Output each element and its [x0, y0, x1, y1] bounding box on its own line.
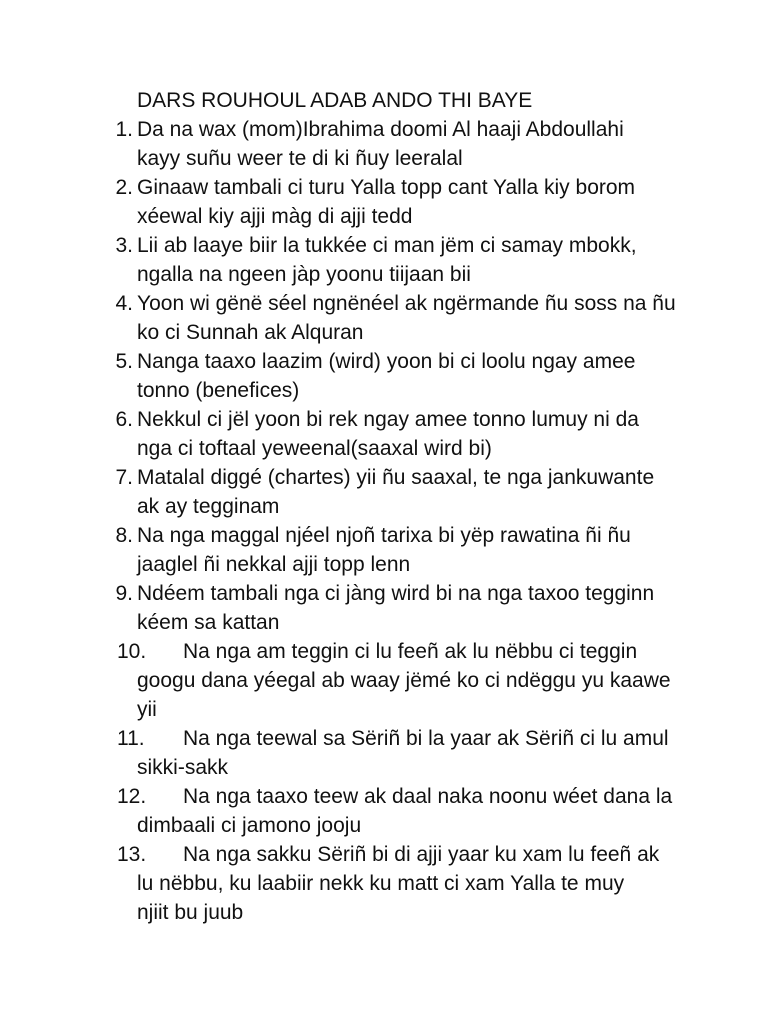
item-line: xéewal kiy ajji màg di ajji tedd — [137, 205, 413, 228]
item-line: dimbaali ci jamono jooju — [137, 814, 362, 837]
item-number: 5. — [115, 350, 133, 373]
item-line: Nekkul ci jël yoon bi rek ngay amee tonno lumuy ni da — [137, 408, 639, 431]
item-number: 9. — [115, 582, 133, 605]
item-line: Na nga teewal sa Sëriñ bi la yaar ak Sëriñ ci lu amul — [183, 727, 669, 750]
list-item — [0, 405, 768, 463]
list-item — [0, 521, 768, 579]
numbered-list — [0, 115, 768, 927]
item-line: kayy suñu weer te di ki ñuy leeralal — [137, 147, 463, 170]
list-item — [0, 637, 768, 724]
item-text — [137, 840, 682, 927]
item-line: tonno (benefices) — [137, 379, 300, 402]
list-item — [0, 231, 768, 289]
item-text — [137, 579, 682, 637]
list-item — [0, 347, 768, 405]
item-text — [137, 173, 682, 231]
item-line: Nanga taaxo laazim (wird) yoon bi ci loolu ngay amee — [137, 350, 636, 373]
item-text — [137, 405, 682, 463]
item-line: Ndéem tambali nga ci jàng wird bi na nga taxoo tegginn — [137, 582, 655, 605]
item-line: jaaglel ñi nekkal ajji topp lenn — [137, 553, 411, 576]
item-number: 7. — [115, 466, 133, 489]
item-line: njiit bu juub — [137, 901, 244, 924]
item-number: 10. — [117, 640, 147, 663]
item-number: 11. — [117, 727, 145, 750]
item-line: sikki-sakk — [137, 756, 229, 779]
item-line: Na nga am teggin ci lu feeñ ak lu nëbbu ci teggin — [183, 640, 638, 663]
item-line: kéem sa kattan — [137, 611, 280, 634]
list-item — [0, 115, 768, 173]
list-item — [0, 463, 768, 521]
item-text — [137, 115, 682, 173]
list-item — [0, 724, 768, 782]
item-text — [137, 521, 682, 579]
item-text — [137, 289, 682, 347]
item-line: yii — [137, 698, 157, 721]
item-line: ak ay tegginam — [137, 495, 280, 518]
item-number: 2. — [115, 176, 133, 199]
item-line: Yoon wi gënë séel ngnënéel ak ngërmande ñu soss na ñu — [137, 292, 676, 315]
item-number: 8. — [115, 524, 133, 547]
item-line: ko ci Sunnah ak Alquran — [137, 321, 364, 344]
list-item — [0, 289, 768, 347]
list-item — [0, 782, 768, 840]
item-line: Ginaaw tambali ci turu Yalla topp cant Yalla kiy borom — [137, 176, 636, 199]
item-number: 13. — [117, 843, 147, 866]
list-item — [0, 579, 768, 637]
item-text — [137, 463, 682, 521]
item-number: 6. — [115, 408, 133, 431]
item-number: 1. — [115, 118, 133, 141]
document-title: DARS ROUHOUL ADAB ANDO THI BAYE — [137, 89, 533, 112]
list-item — [0, 173, 768, 231]
item-line: Na nga maggal njéel njoñ tarixa bi yëp rawatina ñi ñu — [137, 524, 631, 547]
item-line: Matalal diggé (chartes) yii ñu saaxal, te nga jankuwante — [137, 466, 655, 489]
item-line: Lii ab laaye biir la tukkée ci man jëm ci samay mbokk, — [137, 234, 637, 257]
item-line: Da na wax (mom)Ibrahima doomi Al haaji Abdoullahi — [137, 118, 624, 141]
item-text — [137, 782, 682, 840]
item-line: lu nëbbu, ku laabiir nekk ku matt ci xam Yalla te muy — [137, 872, 625, 895]
item-line: Na nga taaxo teew ak daal naka noonu wéet dana la — [183, 785, 673, 808]
item-text — [137, 231, 682, 289]
item-number: 12. — [117, 785, 147, 808]
item-line: googu dana yéegal ab waay jëmé ko ci ndëggu yu kaawe — [137, 669, 671, 692]
item-number: 3. — [115, 234, 133, 257]
item-line: ngalla na ngeen jàp yoonu tiijaan bii — [137, 263, 471, 286]
item-text — [137, 347, 682, 405]
item-line: Na nga sakku Sëriñ bi di ajji yaar ku xam lu feeñ ak — [183, 843, 660, 866]
item-text — [137, 637, 682, 724]
list-item — [0, 840, 768, 927]
item-text — [137, 724, 682, 782]
item-line: nga ci toftaal yeweenal(saaxal wird bi) — [137, 437, 492, 460]
item-number: 4. — [115, 292, 133, 315]
